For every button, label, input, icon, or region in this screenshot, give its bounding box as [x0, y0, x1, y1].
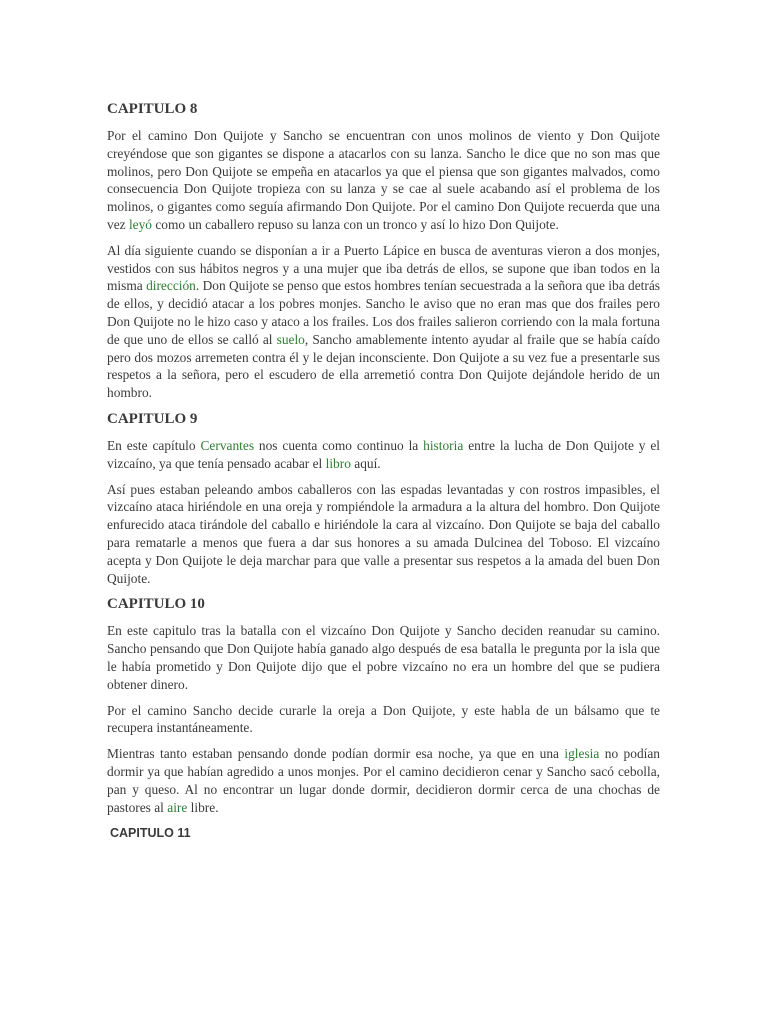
text-run: En este capítulo: [107, 437, 201, 453]
body-paragraph: [107, 437, 660, 473]
chapter-heading: CAPITULO 8: [107, 101, 198, 117]
body-paragraph: [107, 702, 660, 738]
inline-link[interactable]: Cervantes: [200, 437, 255, 453]
document-page: [107, 100, 660, 851]
text-run: no podían dormir ya que habían agredido a unos monjes. Por el camino decidieron cenar y Sancho sacó cebolla, pan y queso. Al no encontrar un lugar donde dormir, decidieron dormir cerca de una chochas de pastores al: [107, 746, 660, 815]
body-paragraph: [107, 127, 660, 234]
inline-link[interactable]: historia: [423, 437, 464, 453]
body-paragraph: [107, 745, 660, 816]
text-run: entre la lucha de Don Quijote y el vizcaíno, ya que tenía pensado acabar el: [107, 437, 661, 471]
inline-link[interactable]: leyó: [128, 216, 152, 232]
text-run: como un caballero repuso su lanza con un tronco y así lo hizo Don Quijote.: [152, 216, 559, 232]
text-run: nos cuenta como continuo la: [254, 437, 424, 453]
text-run: Así pues estaban peleando ambos caballeros con las espadas levantadas y con rostros impasibles, el vizcaíno ataca hiriéndole en una oreja y rompiéndole la armadura a la altura del hombro. Don Quijote enfurecido ataca tirándole del caballo e hiriéndole la cara al vizcaíno. Don Quijote se baja del caballo para rematarle a menos que fuera a dar sus honores a su amada Dulcinea del Toboso. El vizcaíno acepta y Don Quijote le deja marchar para que valle a presentar sus respetos a la amada del buen Don Quijote.: [107, 481, 660, 586]
text-run: Mientras tanto estaban pensando donde podían dormir esa noche, ya que en una: [107, 746, 565, 762]
text-run: Por el camino Sancho decide curarle la oreja a Don Quijote, y este habla de un bálsamo que te recupera instantáneamente.: [107, 702, 660, 736]
text-run: . Don Quijote se penso que estos hombres tenían secuestrada a la señora que iba detrás de ellos, y decidió atacar a los pobres monjes. Sancho le aviso que no eran mas que dos frailes pero Don Quijote no le hizo caso y ataco a los frailes. Los dos frailes salieron corriendo con la mala fortuna de que uno de ellos se calló al: [107, 278, 660, 347]
body-paragraph: [107, 481, 660, 588]
text-run: libre.: [187, 799, 219, 815]
text-run: aquí.: [350, 455, 381, 471]
inline-link[interactable]: iglesia: [564, 746, 600, 762]
text-run: Por el camino Don Quijote y Sancho se encuentran con unos molinos de viento y Don Quijote creyéndose que son gigantes se dispone a atacarlos con su lanza. Sancho le dice que no son mas que molinos, pero Don Quijote se empeña en atacarlos ya que el piensa que son gigantes malvados, como consecuencia Don Quijote tropieza con su lanza y se cae al suele acabando así el problema de los molinos, o gigantes como seguía afirmando Don Quijote. Por el camino Don Quijote recuerda que una vez: [107, 128, 660, 232]
text-run: Al día siguiente cuando se disponían a ir a Puerto Lápice en busca de aventuras vieron a dos monjes, vestidos con sus hábitos negros y a una mujer que iba detrás de ellos, se supone que iban todos en la misma: [107, 242, 660, 294]
inline-link[interactable]: dirección: [146, 278, 196, 294]
text-run: En este capitulo tras la batalla con el vizcaíno Don Quijote y Sancho deciden reanudar su camino. Sancho pensando que Don Quijote había ganado algo después de esa batalla le pregunta por la isla que le había prometido y Don Quijote dijo que el pobre vizcaíno no era un hombre del que se pudiera obtener dinero.: [107, 623, 660, 692]
chapter-heading: CAPITULO 9: [107, 410, 198, 427]
inline-link[interactable]: aire: [167, 799, 188, 815]
inline-link[interactable]: libro: [325, 455, 351, 471]
chapter-heading: CAPITULO 10: [107, 596, 205, 613]
body-paragraph: [107, 622, 660, 693]
text-run: , Sancho amablemente intento ayudar al fraile que se había caído pero dos mozos arremeten contra él y le dejan inconsciente. Don Quijote a su vez fue a presentarle sus respetos a la señora, pero el escudero de ella arremetió contra Don Quijote dejándole herido de un hombro.: [107, 331, 660, 401]
inline-link[interactable]: suelo: [276, 331, 305, 347]
chapter-11-heading: CAPITULO 11: [110, 826, 191, 841]
document-body: [107, 100, 660, 816]
body-paragraph: [107, 242, 660, 402]
